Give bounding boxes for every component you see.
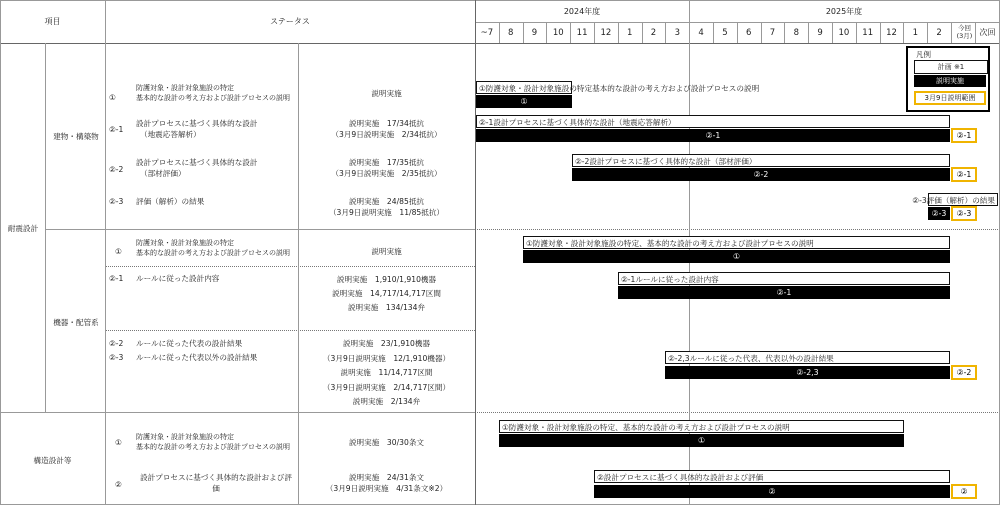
grid-dash-4 [105, 330, 475, 331]
plan-bar-e21: ②-1ルールに従った設計内容 [618, 272, 950, 285]
row-b22-num: ②-2 [109, 165, 124, 174]
actual-bar-b1: ① [476, 95, 572, 108]
header-month: 11 [862, 28, 874, 38]
plan-bar-s2: ②設計プロセスに基づく具体的な設計および評価 [594, 470, 950, 483]
row-b1-desc: 防護対象・設計対象施設の特定 基本的な設計の考え方および設計プロセスの説明 [136, 84, 290, 102]
grid-v-left [0, 0, 1, 505]
header-current-line2: (3月) [956, 32, 973, 40]
row-b21-status: 説明実施 17/34抵抗 （3月9日説明実施 2/34抵抗） [331, 119, 442, 139]
grid-v-gantt [475, 0, 476, 505]
plan-bar-b22: ②-2設計プロセスに基づく具体的な設計（部材評価） [572, 154, 950, 167]
row-b23-desc: 評価（解析）の結果 [136, 197, 205, 206]
plan-bar-s1: ①防護対象・設計対象施設の特定、基本的な設計の考え方および設計プロセスの説明 [499, 420, 904, 433]
row-e22-num: ②-2 ②-3 [109, 339, 124, 362]
row-b23-status: 説明実施 24/85抵抗 （3月9日説明実施 11/85抵抗） [328, 197, 445, 217]
legend-march: 3月9日説明範囲 [914, 91, 986, 105]
row-e22-desc: ルールに従った代表の設計結果 ルールに従った代表以外の設計結果 [136, 339, 258, 362]
plan-bar-b21: ②-1設計プロセスに基づく具体的な設計（地震応答解析） [476, 115, 950, 128]
header-item: 項目 [44, 17, 61, 26]
actual-bar-b21: ②-1 [476, 129, 950, 142]
grid-v-sub [105, 0, 106, 505]
header-month: 8 [793, 28, 799, 38]
header-month: 2 [650, 28, 657, 38]
row-s1-status: 説明実施 30/30条文 [348, 438, 425, 447]
legend-plan: 計画 ※1 [914, 60, 988, 74]
march-marker-b22: ②-1 [951, 167, 977, 182]
row-b21-num: ②-1 [109, 125, 124, 134]
grid-header-bottom [0, 43, 1000, 44]
group-structural: 構造設計等 [33, 456, 72, 465]
header-month: 12 [600, 28, 612, 38]
header-month: 1 [626, 28, 633, 38]
header-month: 9 [817, 28, 823, 38]
legend-title: 凡例 [916, 50, 931, 59]
plan-bar-b1: ①防護対象・設計対象施設の特定基本的な設計の考え方および設計プロセスの説明 [476, 81, 572, 94]
header-next: 次回 [979, 28, 996, 37]
legend-actual: 説明実施 [914, 75, 986, 87]
row-s1-num: ① [115, 438, 122, 447]
actual-bar-e21: ②-1 [618, 286, 950, 299]
legend [906, 46, 990, 112]
header-fy2024: 2024年度 [563, 7, 601, 16]
header-fy2025: 2025年度 [825, 7, 863, 16]
row-s2-desc: 設計プロセスに基づく具体的な設計および評 価 [140, 473, 292, 493]
actual-bar-e1: ① [523, 250, 950, 263]
grid-top [0, 0, 1000, 1]
row-b21-desc: 設計プロセスに基づく具体的な設計 （地震応答解析） [136, 119, 258, 139]
march-marker-e22: ②-2 [951, 365, 977, 380]
row-e21-num: ②-1 [109, 274, 124, 283]
march-marker-s2: ② [951, 484, 977, 499]
row-b23-num: ②-3 [109, 197, 124, 206]
march-marker-b21: ②-1 [951, 128, 977, 143]
row-e1-desc: 防護対象・設計対象施設の特定 基本的な設計の考え方および設計プロセスの説明 [136, 239, 290, 257]
actual-bar-e22: ②-2,3 [665, 366, 950, 379]
actual-bar-s2: ② [594, 485, 950, 498]
grid-dash-3 [105, 266, 475, 267]
actual-bar-b22: ②-2 [572, 168, 950, 181]
row-b22-desc: 設計プロセスに基づく具体的な設計 （部材評価） [136, 158, 258, 178]
row-s2-status: 説明実施 24/31条文 （3月9日説明実施 4/31条文※2） [325, 473, 448, 493]
row-e1-status: 説明実施 [371, 247, 402, 256]
grid-building-bottom [45, 229, 475, 230]
group-seismic: 耐震設計 [7, 224, 39, 233]
grid-v-group [45, 43, 46, 412]
header-month: 10 [552, 28, 564, 38]
header-month: 4 [698, 28, 704, 38]
row-e1-num: ① [115, 247, 122, 256]
header-month: 2 [936, 28, 942, 38]
plan-bar-b23: ②-3評価（解析）の結果 [928, 193, 998, 206]
header-status: ステータス [270, 17, 310, 26]
actual-bar-s1: ① [499, 434, 904, 447]
row-s2-num: ② [115, 480, 122, 489]
header-month: 6 [745, 28, 752, 38]
header-month: 12 [886, 28, 897, 38]
grid-equipment-bottom [0, 412, 475, 413]
row-e21-status: 説明実施 1,910/1,910機器 説明実施 14,717/14,717区間 説明実施 134/134弁 [332, 275, 441, 312]
header-month: 1 [912, 28, 918, 38]
march-marker-b23: ②-3 [951, 206, 977, 221]
row-b22-status: 説明実施 17/35抵抗 （3月9日説明実施 2/35抵抗） [331, 158, 442, 178]
row-e21-desc: ルールに従った設計内容 [136, 274, 220, 283]
row-b1-status: 説明実施 [371, 89, 402, 98]
header-month: ~7 [480, 28, 494, 38]
grid-dash-2 [475, 412, 1000, 413]
row-e22-status: 説明実施 23/1,910機器 （3月9日説明実施 12/1,910機器） 説明実施 11/14,717区間 （3月9日説明実施 2/14,717区間） 説明実施 2/134弁 [322, 339, 451, 406]
header-month: 10 [838, 28, 850, 38]
actual-bar-b23: ②-3 [928, 207, 950, 220]
row-b1-num: ① [109, 93, 116, 102]
row-s1-desc: 防護対象・設計対象施設の特定 基本的な設計の考え方および設計プロセスの説明 [136, 433, 290, 451]
header-month: 8 [507, 28, 514, 38]
group-building: 建物・構築物 [53, 132, 99, 141]
header-month: 7 [769, 28, 776, 38]
header-month: 9 [531, 28, 538, 38]
plan-bar-e1: ①防護対象・設計対象施設の特定、基本的な設計の考え方および設計プロセスの説明 [523, 236, 950, 249]
month-divider [951, 22, 952, 43]
header-month: 11 [576, 28, 588, 38]
plan-bar-e22: ②-2,3ルールに従った代表、代表以外の設計結果 [665, 351, 950, 364]
header-month: 5 [722, 28, 728, 38]
group-equipment: 機器・配管系 [53, 318, 99, 327]
header-month: 3 [674, 28, 680, 38]
grid-dash-1 [475, 229, 1000, 230]
header-current [953, 24, 976, 40]
header-current-line1: 今回 [958, 24, 971, 32]
